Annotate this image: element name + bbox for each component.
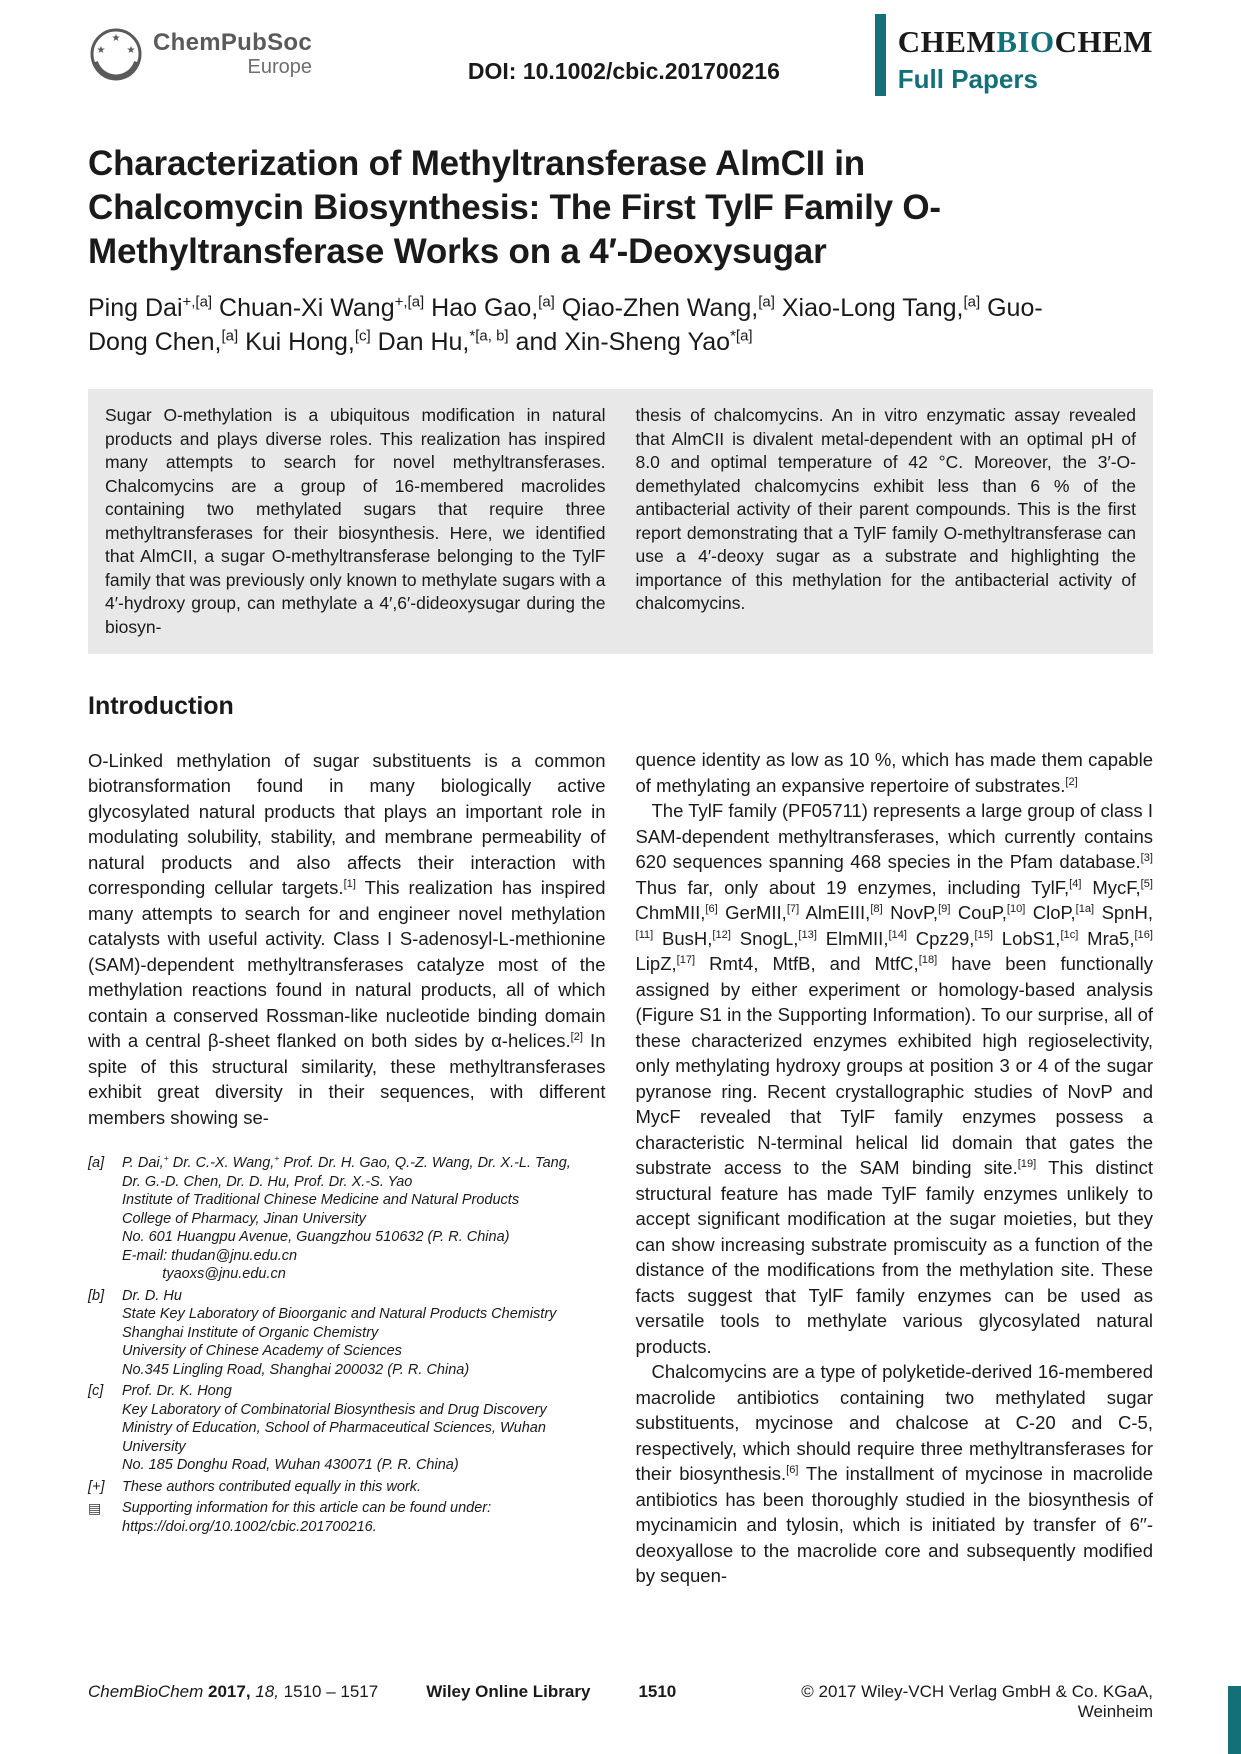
footnote-equal-contribution — [88, 1478, 606, 1497]
corner-accent-tab — [1228, 1686, 1241, 1754]
footnote-line: Supporting information for this article can be found under: — [122, 1500, 492, 1516]
footnote-line: No. 185 Donghu Road, Wuhan 430071 (P. R. China) — [122, 1457, 459, 1473]
journal-name-chem2: CHEM — [1054, 24, 1153, 59]
footnote-text — [122, 1382, 606, 1475]
doi-text: DOI: 10.1002/cbic.201700216 — [467, 58, 780, 84]
citation-journal: ChemBioChem — [88, 1682, 204, 1701]
citation-year: 2017, — [208, 1682, 251, 1701]
body-right-column — [636, 694, 1154, 1589]
footnote-line: University of Chinese Academy of Sciences — [122, 1343, 402, 1359]
footnote-line: Dr. D. Hu — [122, 1287, 182, 1304]
paragraph: The TylF family (PF05711) represents a large group of class I SAM-dependent methyltransferases, which currently contains 620 sequences spanning 468 species in the Pfam database.[3] Thus far, only about 19 enzymes, including TylF,[4] MycF,[5] ChmMII,[6] GerMII,[7] AlmEIII,[8] NovP,[9] CouP,[10] CloP,[1a] SpnH,[11] BusH,[12] SnogL,[13] ElmMII,[14] Cpz29,[15] LobS1,[1c] Mra5,[16] LipZ,[17] Rmt4, MtfB, and MtfC,[18] have been functionally assigned by either experiment or homology-based analysis (Figure S1 in the Supporting Information). To our surprise, all of these characterized enzymes exhibited high regioselectivity, only methylating hydroxy groups at position 3 or 4 of the sugar pyranose ring. Recent crystallographic studies of NovP and MycF revealed that TylF family enzymes possess a characteristic N-terminal helical lid domain that gates the substrate access to the SAM binding site.[19] This distinct structural feature has made TylF family enzymes unlikely to accept significant modification at the sugar moieties, but they can show increasing substrate promiscuity as a function of the distance of the modifications from the methylation site. These facts suggest that TylF family enzymes can be used as versatile tools to methylate various glycosylated natural products. — [635, 800, 1153, 1357]
citation-pages: 1510 – 1517 — [283, 1682, 379, 1701]
footnote-line: Dr. G.-D. Chen, Dr. D. Hu, Prof. Dr. X.-S. Yao — [122, 1173, 413, 1190]
abstract — [88, 389, 1153, 654]
citation-volume: 18, — [255, 1682, 279, 1701]
paragraph: O-Linked methylation of sugar substituents is a common biotransformation found in many biologically active glycosylated natural products that plays an important role in modulating solubility, stability, and membrane permeability of natural products and also affects their interaction with corresponding cellular targets.[1] This realization has inspired many attempts to search for and engineer novel methylation catalysts with useful activity. Class I S-adenosyl-L-methionine (SAM)-dependent methyltransferases catalyze most of the methylation reactions found in natural products, all of which contain a conserved Rossman-like nucleotide binding domain with a central β-sheet flanked on both sides by α-helices.[2] In spite of this structural similarity, these methyltransferases exhibit great diversity in their sequences, with different members showing se- — [88, 749, 606, 1128]
footnote-text — [122, 1499, 606, 1536]
journal-banner — [875, 26, 1153, 96]
article-body — [88, 694, 1153, 1589]
footnote-line: These authors contributed equally in this work. — [122, 1478, 422, 1495]
svg-text:★: ★ — [126, 45, 136, 56]
page-footer — [88, 1682, 1153, 1722]
journal-name-chem1: CHEM — [897, 24, 997, 59]
footnote-line: Prof. Dr. K. Hong — [122, 1383, 232, 1399]
publisher-logo — [88, 26, 373, 82]
accent-bar — [875, 14, 886, 96]
author-list — [88, 291, 1153, 359]
svg-text:★: ★ — [111, 33, 121, 44]
footnote-label: [+] — [88, 1478, 105, 1495]
intro-left-text — [88, 748, 606, 1131]
page-number: 1510 — [638, 1682, 677, 1701]
title-line: Chalcomycin Biosynthesis: The First TylF Family O- — [88, 188, 941, 227]
publisher-name: ChemPubSoc — [153, 29, 313, 56]
footnote-a — [88, 1154, 606, 1284]
journal-title-block — [898, 26, 1153, 96]
article-title — [88, 142, 1153, 274]
paragraph: Chalcomycins are a type of polyketide-derived 16-membered macrolide antibiotics containing two methylated sugar substituents, mycinose and chalcose at C-20 and C-5, respectively, which should require three methyltransferases for their biosynthesis.[6] The installment of mycinose in macrolide antibiotics has been thoroughly studied in the biosynthesis of mycinamicin and tylosin, which is initiated by transfer of 6′′-deoxyallose to the macrolide core and subsequently modified by sequen- — [635, 1361, 1153, 1586]
footnote-c — [88, 1382, 606, 1475]
publisher-name-block — [153, 29, 312, 79]
intro-right-text — [636, 747, 1154, 1589]
footnote-line: Shanghai Institute of Organic Chemistry — [122, 1324, 379, 1341]
email-link[interactable]: E-mail: thudan@jnu.edu.cn — [122, 1247, 298, 1264]
abstract-left-column: Sugar O-methylation is a ubiquitous modification in natural products and plays diverse roles. This realization has inspired many attempts to search for novel methyltransferases. Chalcomycins are a group of 16-membered macrolides containing two methylated sugars that require three methyltransferases for their biosynthesis. Here, we identified that AlmCII, a sugar O-methyltransferase belonging to the TylF family that was previously only known to methylate sugars with a 4′-hydroxy group, can methylate a 4′,6′-dideoxysugar during the biosyn- — [105, 405, 606, 637]
publisher-region: Europe — [247, 56, 313, 78]
body-left-column — [88, 694, 606, 1589]
svg-text:★: ★ — [96, 45, 106, 56]
journal-name — [898, 26, 1153, 59]
page-header — [88, 26, 1153, 96]
article-type-label: Full Papers — [897, 63, 1038, 94]
footnote-label: [c] — [88, 1383, 104, 1399]
footnote-b — [88, 1287, 606, 1380]
journal-name-bio: BIO — [996, 24, 1055, 59]
chempubsoc-globe-icon — [88, 26, 144, 82]
footnote-label: [b] — [88, 1287, 105, 1304]
email-link[interactable]: tyaoxs@jnu.edu.cn — [122, 1266, 286, 1282]
footnote-text — [122, 1287, 606, 1380]
footnote-label: [a] — [88, 1155, 105, 1171]
footnote-line: Key Laboratory of Combinatorial Biosynthesis and Drug Discovery — [122, 1401, 547, 1418]
footnote-supporting-information — [88, 1499, 606, 1536]
footnote-line: No.345 Lingling Road, Shanghai 200032 (P. R. China) — [122, 1361, 470, 1378]
footnote-line: Institute of Traditional Chinese Medicine and Natural Products — [122, 1192, 520, 1208]
footnote-line: College of Pharmacy, Jinan University — [122, 1210, 366, 1227]
footnote-line: No. 601 Huangpu Avenue, Guangzhou 510632 (P. R. China) — [122, 1229, 510, 1245]
section-heading-introduction: Introduction — [88, 692, 234, 720]
copyright-notice: © 2017 Wiley-VCH Verlag GmbH & Co. KGaA, Weinheim — [801, 1682, 1153, 1721]
footnote-text — [122, 1154, 606, 1284]
wiley-online-library-label: Wiley Online Library — [426, 1682, 591, 1701]
paragraph: quence identity as low as 10 %, which has made them capable of methylating an expansive repertoire of substrates.[2] — [635, 749, 1153, 796]
supporting-info-link[interactable]: https://doi.org/10.1002/cbic.201700216. — [122, 1518, 377, 1535]
footnote-line: P. Dai,+ Dr. C.-X. Wang,+ Prof. Dr. H. Gao, Q.-Z. Wang, Dr. X.-L. Tang, — [122, 1153, 571, 1171]
footnote-line: Ministry of Education, School of Pharmaceutical Sciences, Wuhan University — [122, 1420, 546, 1455]
author-line: Dong Chen,[a] Kui Hong,[c] Dan Hu,$^{*[a, b]}$ and Xin-Sheng Yao$^{*[a]}$ — [88, 327, 753, 356]
footnote-line: State Key Laboratory of Bioorganic and Natural Products Chemistry — [122, 1306, 557, 1322]
author-line: Ping Dai$^{+,[a]}$ Chuan-Xi Wang$^{+,[a]}$ Hao Gao,[a] Qiao-Zhen Wang,[a] Xiao-Long Tang,[a] Guo- — [88, 293, 1043, 322]
journal-citation — [88, 1682, 378, 1702]
title-line: Characterization of Methyltransferase AlmCII in — [88, 144, 865, 183]
abstract-right-column: thesis of chalcomycins. An in vitro enzymatic assay revealed that AlmCII is divalent metal-dependent with an optimal pH of 8.0 and optimal temperature of 42 °C. Moreover, the 3′-O-demethylated chalcomycins exhibit less than 6 % of the antibacterial activity of their parent compounds. This is the first report demonstrating that a TylF family O-methyltransferase can use a 4′-deoxy sugar as a substrate and highlighting the importance of this methylation for the antibacterial activity of chalcomycins. — [635, 405, 1136, 613]
title-line: Methyltransferase Works on a 4′-Deoxysugar — [88, 232, 827, 271]
supporting-info-icon: ▤ — [88, 1500, 102, 1516]
footnotes — [88, 1154, 606, 1536]
footnote-text — [122, 1478, 606, 1497]
